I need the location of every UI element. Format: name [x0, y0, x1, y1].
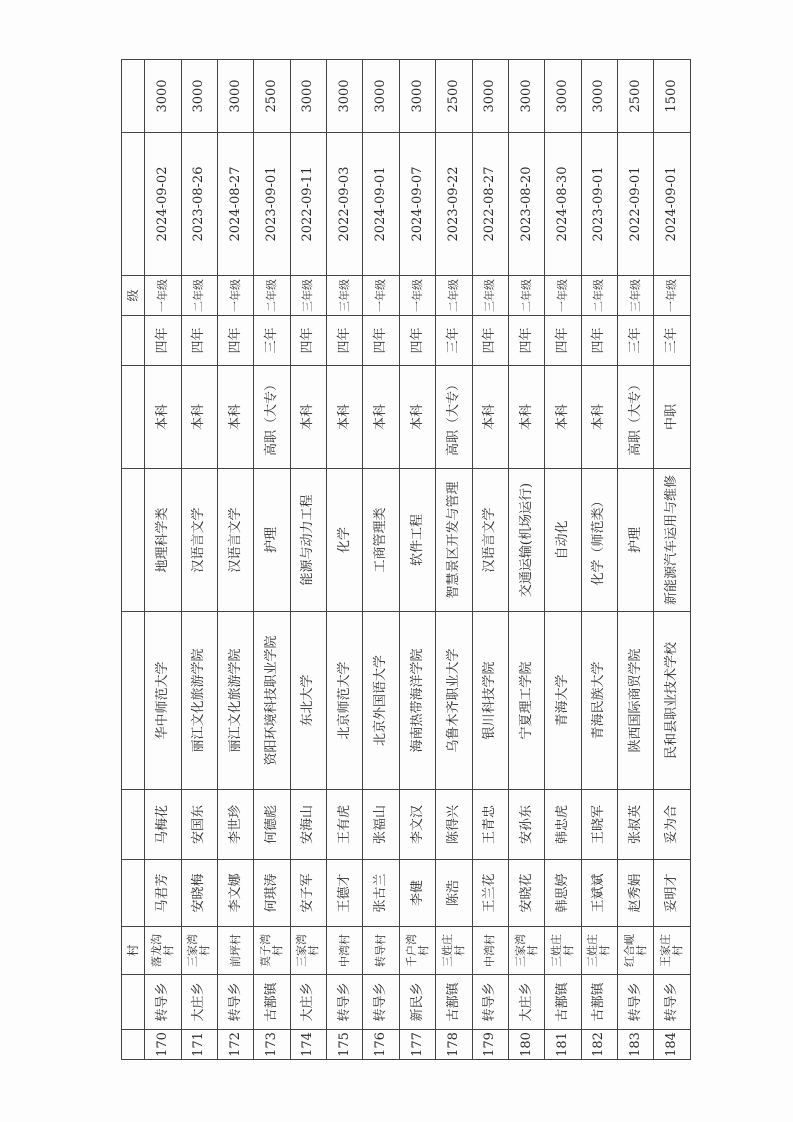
cell-date: 2023-09-22 [436, 133, 472, 276]
header-cell-town [122, 975, 145, 1030]
cell-date: 2024-08-27 [217, 133, 253, 276]
cell-village: 中湾村 [327, 927, 363, 975]
cell-school: 宁夏理工学院 [508, 612, 544, 790]
header-cell-school [122, 612, 145, 790]
cell-town: 古鄯镇 [581, 975, 617, 1030]
cell-student: 赵秀娟 [618, 860, 654, 927]
cell-town: 转导乡 [618, 975, 654, 1030]
cell-date: 2022-09-01 [618, 133, 654, 276]
cell-village: 王家庄村 [654, 927, 691, 975]
cell-major: 自动化 [545, 469, 581, 612]
cell-town: 大庄乡 [508, 975, 544, 1030]
cell-student: 安晓花 [508, 860, 544, 927]
table-row [399, 60, 435, 1060]
cell-school: 丽江文化旅游学院 [217, 612, 253, 790]
cell-grade: 一年级 [654, 276, 691, 316]
cell-level: 高职（大专） [436, 366, 472, 469]
cell-student: 妥明才 [654, 860, 691, 927]
cell-parent: 陈得兴 [436, 790, 472, 860]
cell-town: 转导乡 [654, 975, 691, 1030]
cell-school: 青海民族大学 [581, 612, 617, 790]
header-cell-grade: 级 [122, 276, 145, 316]
cell-village: 三姓庄村 [545, 927, 581, 975]
cell-date: 2022-08-27 [472, 133, 508, 276]
table-header-row [122, 60, 145, 1060]
header-cell-major [122, 469, 145, 612]
cell-years: 四年 [145, 316, 181, 366]
cell-village: 三姓庄村 [581, 927, 617, 975]
cell-student: 王德才 [327, 860, 363, 927]
header-cell-level [122, 366, 145, 469]
cell-amount: 3000 [472, 60, 508, 133]
cell-town: 转导乡 [327, 975, 363, 1030]
cell-no: 176 [363, 1030, 399, 1060]
cell-amount: 3000 [290, 60, 326, 133]
cell-school: 华中师范大学 [145, 612, 181, 790]
cell-amount: 3000 [145, 60, 181, 133]
cell-no: 171 [181, 1030, 217, 1060]
table-row [472, 60, 508, 1060]
cell-school: 银川科技学院 [472, 612, 508, 790]
cell-amount: 3000 [217, 60, 253, 133]
cell-date: 2023-08-26 [181, 133, 217, 276]
table-row [181, 60, 217, 1060]
cell-town: 大庄乡 [181, 975, 217, 1030]
cell-level: 本科 [399, 366, 435, 469]
cell-school: 北京外国语大学 [363, 612, 399, 790]
cell-parent: 韩忠虎 [545, 790, 581, 860]
cell-level: 本科 [145, 366, 181, 469]
cell-level: 本科 [290, 366, 326, 469]
cell-no: 177 [399, 1030, 435, 1060]
cell-amount: 3000 [363, 60, 399, 133]
cell-village: 前坪村 [217, 927, 253, 975]
cell-school: 丽江文化旅游学院 [181, 612, 217, 790]
cell-grade: 一年级 [217, 276, 253, 316]
header-cell-amount [122, 60, 145, 133]
subsidy-table [121, 59, 691, 1060]
cell-village: 三姓庄村 [436, 927, 472, 975]
cell-parent: 张叔英 [618, 790, 654, 860]
cell-date: 2024-09-02 [145, 133, 181, 276]
cell-village: 中湾村 [472, 927, 508, 975]
cell-major: 工商管理类 [363, 469, 399, 612]
cell-date: 2023-09-01 [581, 133, 617, 276]
cell-town: 古鄯镇 [254, 975, 290, 1030]
cell-parent: 妥为合 [654, 790, 691, 860]
cell-no: 170 [145, 1030, 181, 1060]
cell-school: 海南热带海洋学院 [399, 612, 435, 790]
cell-amount: 3000 [545, 60, 581, 133]
cell-parent: 王有虎 [327, 790, 363, 860]
cell-major: 化学 [327, 469, 363, 612]
header-cell-student [122, 860, 145, 927]
cell-parent: 张福山 [363, 790, 399, 860]
cell-student: 马君芳 [145, 860, 181, 927]
cell-parent: 王青忠 [472, 790, 508, 860]
cell-years: 四年 [545, 316, 581, 366]
cell-town: 古鄯镇 [436, 975, 472, 1030]
cell-village: 三家湾村 [508, 927, 544, 975]
table-row [363, 60, 399, 1060]
cell-no: 182 [581, 1030, 617, 1060]
cell-student: 陈浩 [436, 860, 472, 927]
cell-grade: 三年级 [472, 276, 508, 316]
cell-no: 179 [472, 1030, 508, 1060]
cell-student: 何琪涛 [254, 860, 290, 927]
cell-no: 178 [436, 1030, 472, 1060]
cell-amount: 3000 [181, 60, 217, 133]
cell-grade: 三年级 [290, 276, 326, 316]
cell-parent: 马梅花 [145, 790, 181, 860]
cell-student: 安子军 [290, 860, 326, 927]
cell-years: 三年 [654, 316, 691, 366]
cell-no: 184 [654, 1030, 691, 1060]
table-row [327, 60, 363, 1060]
cell-date: 2024-08-30 [545, 133, 581, 276]
cell-major: 护理 [618, 469, 654, 612]
rotated-table-wrapper [121, 60, 691, 1060]
table-row [618, 60, 654, 1060]
cell-town: 转导乡 [363, 975, 399, 1030]
cell-parent: 何德彪 [254, 790, 290, 860]
cell-student: 李文娜 [217, 860, 253, 927]
cell-major: 软件工程 [399, 469, 435, 612]
cell-date: 2024-09-01 [363, 133, 399, 276]
cell-grade: 二年级 [581, 276, 617, 316]
cell-grade: 二年级 [508, 276, 544, 316]
cell-student: 安晓梅 [181, 860, 217, 927]
table-row [581, 60, 617, 1060]
cell-no: 172 [217, 1030, 253, 1060]
cell-school: 青海大学 [545, 612, 581, 790]
cell-level: 中职 [654, 366, 691, 469]
cell-level: 高职（大专） [618, 366, 654, 469]
cell-no: 174 [290, 1030, 326, 1060]
table-row [217, 60, 253, 1060]
cell-date: 2022-09-11 [290, 133, 326, 276]
cell-level: 本科 [508, 366, 544, 469]
cell-date: 2022-09-03 [327, 133, 363, 276]
cell-years: 三年 [618, 316, 654, 366]
cell-grade: 二年级 [436, 276, 472, 316]
cell-village: 莫子湾村 [254, 927, 290, 975]
cell-student: 张古兰 [363, 860, 399, 927]
cell-amount: 2500 [254, 60, 290, 133]
cell-major: 护理 [254, 469, 290, 612]
cell-years: 四年 [327, 316, 363, 366]
cell-school: 陕西国际商贸学院 [618, 612, 654, 790]
cell-years: 四年 [363, 316, 399, 366]
cell-parent: 安国东 [181, 790, 217, 860]
cell-major: 交通运输(机场运行) [508, 469, 544, 612]
cell-student: 韩思婷 [545, 860, 581, 927]
cell-amount: 2500 [618, 60, 654, 133]
cell-date: 2024-09-07 [399, 133, 435, 276]
cell-years: 四年 [290, 316, 326, 366]
cell-school: 北京师范大学 [327, 612, 363, 790]
cell-amount: 3000 [399, 60, 435, 133]
header-cell-village: 村 [122, 927, 145, 975]
cell-village: 三家湾村 [181, 927, 217, 975]
cell-town: 转导乡 [145, 975, 181, 1030]
cell-major: 化学（师范类） [581, 469, 617, 612]
cell-date: 2024-09-01 [654, 133, 691, 276]
cell-date: 2023-09-01 [254, 133, 290, 276]
cell-amount: 3000 [581, 60, 617, 133]
header-cell-date [122, 133, 145, 276]
cell-village: 红合岘村 [618, 927, 654, 975]
cell-major: 汉语言文学 [181, 469, 217, 612]
cell-student: 王兰花 [472, 860, 508, 927]
cell-level: 本科 [472, 366, 508, 469]
cell-level: 本科 [363, 366, 399, 469]
cell-level: 本科 [181, 366, 217, 469]
cell-village: 千户湾村 [399, 927, 435, 975]
cell-town: 转导乡 [217, 975, 253, 1030]
cell-level: 本科 [217, 366, 253, 469]
cell-major: 汉语言文学 [472, 469, 508, 612]
cell-parent: 李文汉 [399, 790, 435, 860]
cell-major: 新能源汽车运用与维修 [654, 469, 691, 612]
cell-parent: 安孙东 [508, 790, 544, 860]
cell-no: 181 [545, 1030, 581, 1060]
table-row [436, 60, 472, 1060]
cell-no: 180 [508, 1030, 544, 1060]
cell-grade: 三年级 [327, 276, 363, 316]
cell-town: 古鄯镇 [545, 975, 581, 1030]
cell-amount: 2500 [436, 60, 472, 133]
table-row [545, 60, 581, 1060]
cell-years: 四年 [508, 316, 544, 366]
cell-level: 本科 [327, 366, 363, 469]
cell-major: 能源与动力工程 [290, 469, 326, 612]
cell-amount: 3000 [508, 60, 544, 133]
cell-town: 转导乡 [472, 975, 508, 1030]
header-cell-no [122, 1030, 145, 1060]
cell-grade: 一年级 [399, 276, 435, 316]
cell-level: 本科 [581, 366, 617, 469]
cell-major: 汉语言文学 [217, 469, 253, 612]
table-row [254, 60, 290, 1060]
cell-school: 东北大学 [290, 612, 326, 790]
table-row [508, 60, 544, 1060]
cell-grade: 一年级 [363, 276, 399, 316]
cell-school: 民和县职业技术学校 [654, 612, 691, 790]
table-row [290, 60, 326, 1060]
cell-grade: 一年级 [145, 276, 181, 316]
cell-years: 四年 [472, 316, 508, 366]
cell-years: 四年 [217, 316, 253, 366]
cell-major: 智慧景区开发与管理 [436, 469, 472, 612]
cell-no: 183 [618, 1030, 654, 1060]
table-row [654, 60, 691, 1060]
cell-amount: 3000 [327, 60, 363, 133]
cell-student: 李健 [399, 860, 435, 927]
cell-parent: 李世珍 [217, 790, 253, 860]
cell-date: 2023-08-20 [508, 133, 544, 276]
cell-amount: 1500 [654, 60, 691, 133]
cell-parent: 王晓军 [581, 790, 617, 860]
cell-years: 三年 [254, 316, 290, 366]
cell-grade: 三年级 [618, 276, 654, 316]
table-row [145, 60, 181, 1060]
cell-level: 本科 [545, 366, 581, 469]
cell-major: 地理科学类 [145, 469, 181, 612]
header-cell-years [122, 316, 145, 366]
cell-school: 资阳环境科技职业学院 [254, 612, 290, 790]
cell-years: 三年 [436, 316, 472, 366]
header-cell-parent [122, 790, 145, 860]
cell-village: 三家湾村 [290, 927, 326, 975]
cell-student: 王斌斌 [581, 860, 617, 927]
cell-grade: 二年级 [254, 276, 290, 316]
cell-parent: 安海山 [290, 790, 326, 860]
cell-years: 四年 [181, 316, 217, 366]
cell-grade: 二年级 [181, 276, 217, 316]
cell-years: 四年 [399, 316, 435, 366]
cell-town: 新民乡 [399, 975, 435, 1030]
cell-level: 高职（大专） [254, 366, 290, 469]
cell-school: 乌鲁木齐职业大学 [436, 612, 472, 790]
cell-no: 175 [327, 1030, 363, 1060]
cell-town: 大庄乡 [290, 975, 326, 1030]
cell-no: 173 [254, 1030, 290, 1060]
cell-village: 转导村 [363, 927, 399, 975]
cell-years: 四年 [581, 316, 617, 366]
cell-grade: 一年级 [545, 276, 581, 316]
cell-village: 落龙沟村 [145, 927, 181, 975]
